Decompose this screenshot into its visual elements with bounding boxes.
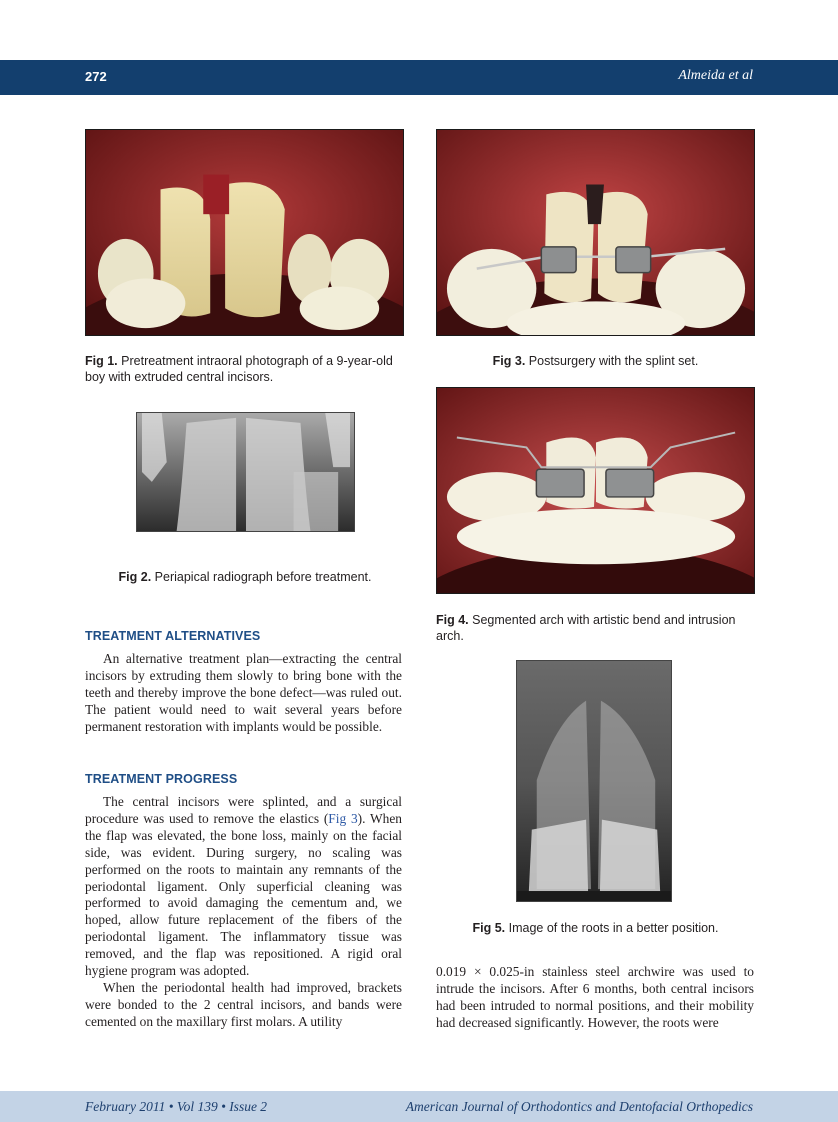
fig1-photo bbox=[85, 129, 404, 336]
fig3-caption-text: Postsurgery with the splint set. bbox=[528, 354, 699, 368]
progress-text bbox=[85, 794, 402, 1031]
fig3-label: Fig 3. bbox=[492, 354, 526, 368]
progress-paragraph-1: The central incisors were splinted, and a surgical procedure was used to remove the elastics (Fig 3). When the flap was elevated, the bone loss, mainly on the facial side, was evident. During surgery, no scaling was performed on the roots to maintain any remnants of the periodontal ligament. Only superficial cleaning was performed to avoid damaging the cementum and, we hoped, allow future replacement of the fibers of the periodontal ligament. The inflammatory tissue was removed, and the flap was repositioned. A rigid oral hygiene program was adopted. bbox=[85, 794, 402, 979]
section-heading-alternatives: TREATMENT ALTERNATIVES bbox=[85, 629, 261, 643]
page-number: 272 bbox=[85, 69, 107, 84]
alternatives-paragraph: An alternative treatment plan—extracting the central incisors by extruding them slowly to bring bone with the teeth and thereby improve the bone defect—was ruled out. The patient would need to wait several years before permanent restoration with implants would be possible. bbox=[85, 651, 402, 734]
fig4-caption bbox=[436, 612, 756, 644]
running-header bbox=[0, 60, 838, 95]
fig5-radiograph bbox=[516, 660, 672, 902]
fig2-label: Fig 2. bbox=[118, 570, 152, 584]
section-heading-progress: TREATMENT PROGRESS bbox=[85, 772, 238, 786]
fig2-radiograph bbox=[136, 412, 355, 532]
alternatives-text bbox=[85, 651, 402, 736]
fig5-caption bbox=[436, 920, 755, 936]
running-author: Almeida et al bbox=[678, 68, 753, 83]
fig5-label: Fig 5. bbox=[472, 921, 506, 935]
fig1-caption-text: Pretreatment intraoral photograph of a 9-year-old boy with extruded central incisors. bbox=[85, 354, 393, 384]
progress-paragraph-2: When the periodontal health had improved, brackets were bonded to the 2 central incisors, and bands were cemented on the maxillary first molars. A utility bbox=[85, 979, 402, 1029]
progress-text-continued bbox=[436, 964, 754, 1032]
fig2-caption bbox=[85, 569, 405, 585]
progress-paragraph-3: 0.019 × 0.025-in stainless steel archwire was used to intrude the incisors. After 6 months, both central incisors had been intruded to normal positions, and their mobility had decreased significantly. However, the roots were bbox=[436, 964, 754, 1030]
journal-name: American Journal of Orthodontics and Dentofacial Orthopedics bbox=[405, 1099, 753, 1114]
fig3-photo bbox=[436, 129, 755, 336]
fig4-label: Fig 4. bbox=[436, 613, 469, 627]
issue-info: February 2011 • Vol 139 • Issue 2 bbox=[85, 1099, 268, 1114]
fig3-caption bbox=[436, 353, 755, 369]
fig1-caption bbox=[85, 353, 405, 385]
fig3-reference-link[interactable]: Fig 3 bbox=[328, 810, 358, 826]
fig1-label: Fig 1. bbox=[85, 354, 118, 368]
fig5-caption-text: Image of the roots in a better position. bbox=[508, 921, 719, 935]
fig2-caption-text: Periapical radiograph before treatment. bbox=[154, 570, 372, 584]
fig4-caption-text: Segmented arch with artistic bend and intrusion arch. bbox=[436, 613, 736, 643]
fig4-photo bbox=[436, 387, 755, 594]
running-footer bbox=[0, 1091, 838, 1122]
